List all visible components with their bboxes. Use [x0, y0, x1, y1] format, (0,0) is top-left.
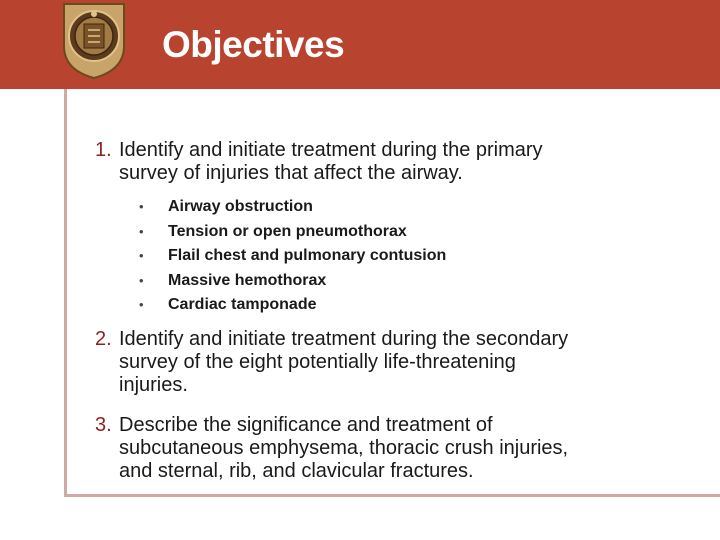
objective-number: 2. — [95, 328, 112, 350]
objective-text-line: Describe the significance and treatment of — [119, 414, 493, 436]
frame-left-border — [64, 89, 67, 496]
bullet-icon: • — [139, 199, 144, 214]
bullet-icon: • — [139, 248, 144, 263]
objective-text-line: survey of the eight potentially life-threatening — [119, 351, 516, 373]
objective-text-line: Identify and initiate treatment during the primary — [119, 139, 543, 161]
list-item: • Massive hemothorax — [139, 269, 695, 294]
objective-number: 3. — [95, 414, 112, 436]
page-title: Objectives — [162, 24, 345, 65]
objective-text-line: Identify and initiate treatment during the secondary — [119, 328, 569, 350]
seal-emblem-icon — [60, 0, 128, 80]
objective-number: 1. — [95, 139, 112, 161]
objective-text-line: survey of injuries that affect the airway. — [119, 162, 463, 184]
objective-2 — [95, 328, 695, 397]
bullet-list — [95, 195, 695, 318]
list-item: • Cardiac tamponade — [139, 293, 695, 318]
objective-3 — [95, 414, 695, 483]
header-bar — [0, 0, 720, 89]
bullet-icon: • — [139, 223, 144, 239]
bullet-icon: • — [139, 272, 144, 288]
list-item: • Tension or open pneumothorax — [139, 220, 695, 245]
bullet-icon: • — [139, 297, 144, 312]
list-item: • Flail chest and pulmonary contusion — [139, 244, 695, 269]
objective-text-line: and sternal, rib, and clavicular fractures. — [119, 460, 474, 482]
frame-bottom-border — [64, 494, 720, 497]
list-item: • Airway obstruction — [139, 195, 695, 220]
objective-1 — [95, 139, 695, 318]
objective-text-line: subcutaneous emphysema, thoracic crush injuries, — [119, 437, 569, 459]
objective-text-line: injuries. — [119, 374, 188, 396]
